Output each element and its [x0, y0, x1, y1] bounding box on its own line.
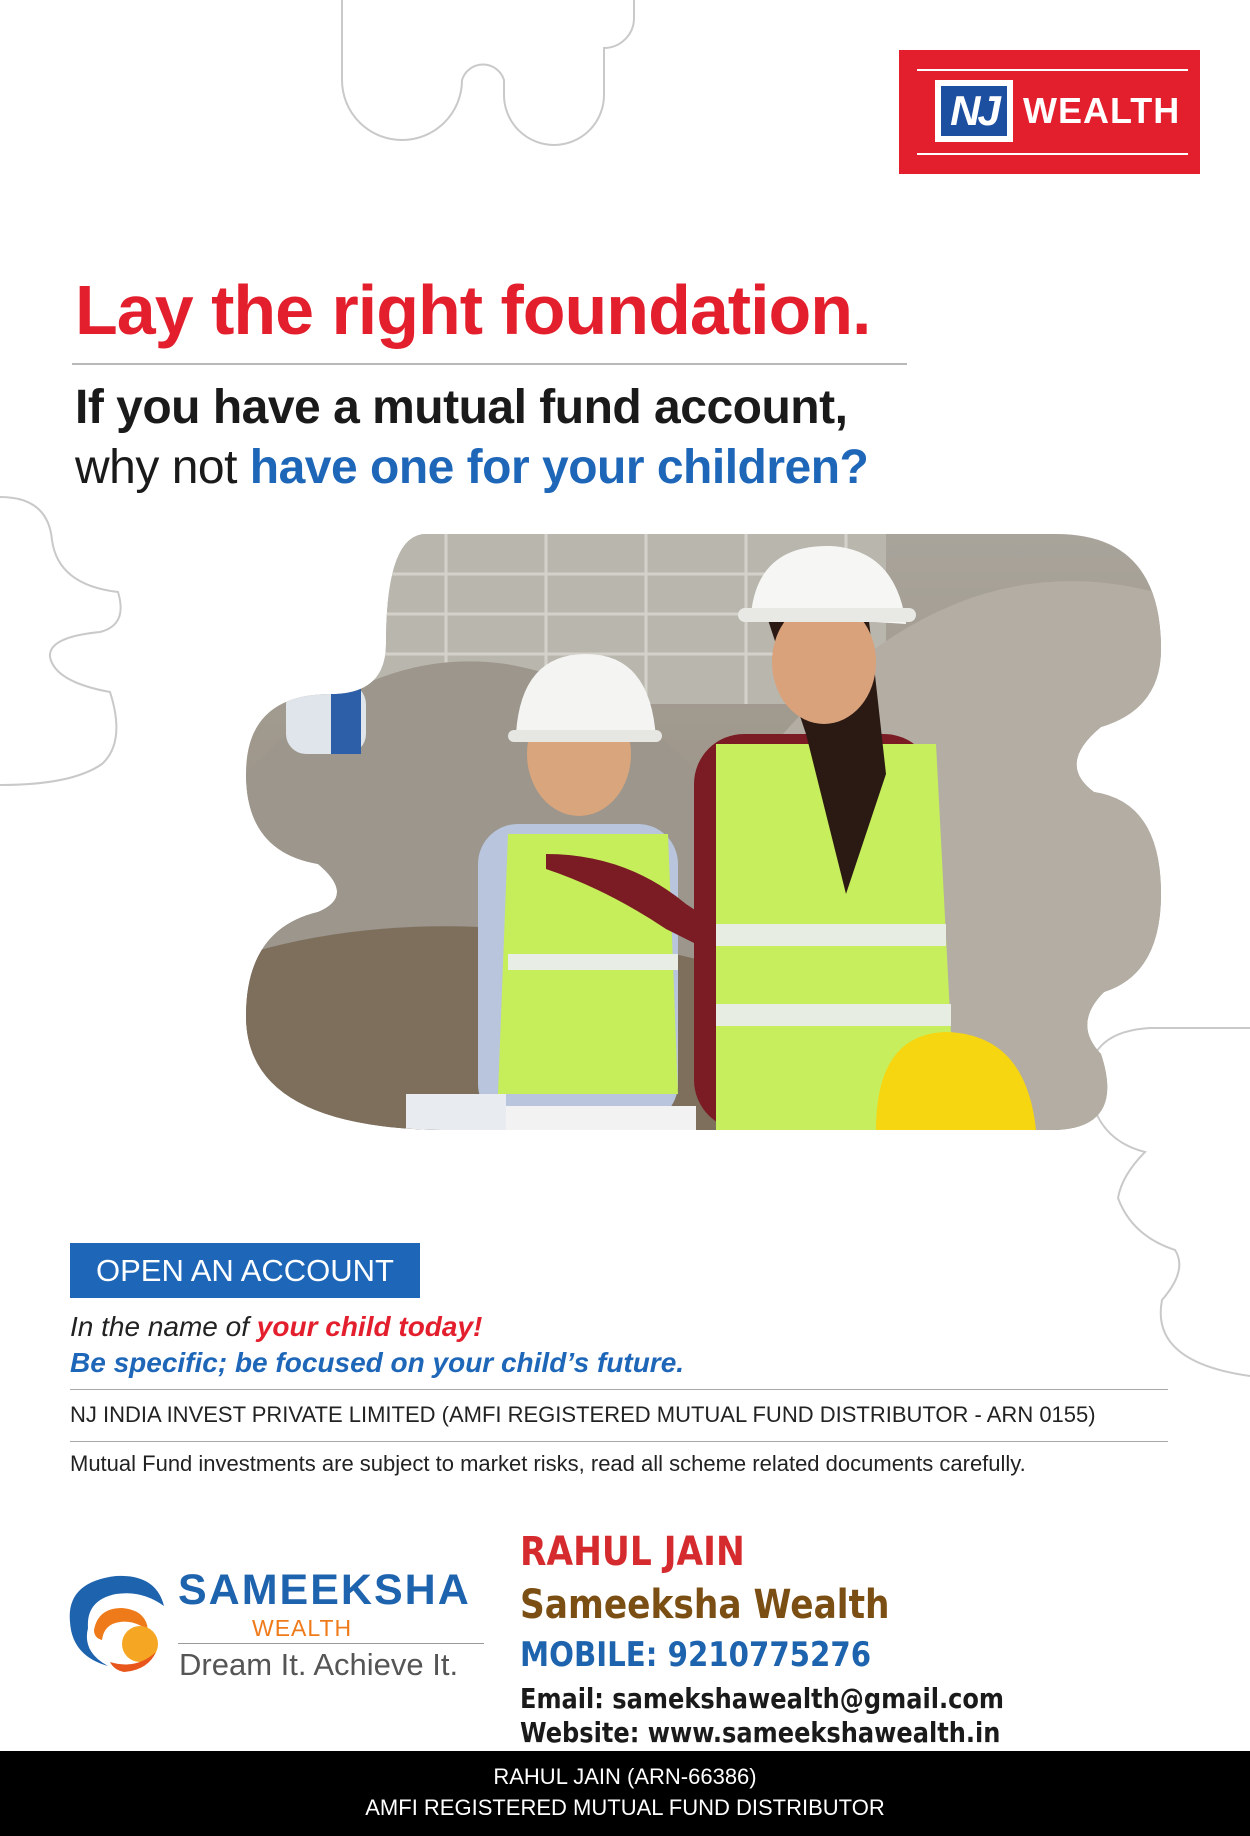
subheadline-line2-emphasis: have one for your children? [249, 441, 869, 494]
tagline-line1-emphasis: your child today! [256, 1311, 483, 1342]
tagline-line1 [70, 1309, 482, 1345]
footer-line2: AMFI REGISTERED MUTUAL FUND DISTRIBUTOR [365, 1795, 885, 1820]
footer-bar [0, 1751, 1250, 1836]
contact-email[interactable]: Email: samekshawealth@gmail.com [520, 1682, 1005, 1715]
footer-line1: RAHUL JAIN (ARN-66386) [493, 1764, 757, 1789]
logo-wealth-label: WEALTH [1023, 90, 1181, 131]
nj-badge-icon [935, 80, 1013, 142]
subheadline-line2-prefix: why not [75, 441, 250, 494]
headline: Lay the right foundation. [75, 271, 871, 349]
partner-divider [178, 1643, 484, 1644]
disclaimer-text: Mutual Fund investments are subject to market risks, read all scheme related documents carefully. [70, 1451, 1026, 1476]
contact-website[interactable]: Website: www.sameekshawealth.in [520, 1716, 1001, 1749]
headline-divider [72, 363, 907, 365]
tagline-line2: Be specific; be focused on your child’s future. [70, 1347, 685, 1378]
open-account-button[interactable]: OPEN AN ACCOUNT [70, 1243, 420, 1298]
subheadline-line1: If you have a mutual fund account, [75, 381, 848, 434]
contact-firm: Sameeksha Wealth [520, 1582, 890, 1628]
partner-name: SAMEEKSHA [178, 1566, 471, 1614]
nj-wealth-logo [899, 50, 1200, 174]
legal-divider [70, 1441, 1168, 1442]
sameeksha-swirl-icon [64, 1570, 168, 1674]
registration-text: NJ INDIA INVEST PRIVATE LIMITED (AMFI REGISTERED MUTUAL FUND DISTRIBUTOR - ARN 0155) [70, 1402, 1096, 1427]
logo-divider [917, 69, 1188, 71]
tagline-line1-prefix: In the name of [70, 1311, 257, 1342]
partner-sub: WEALTH [252, 1615, 353, 1641]
children-helmets-photo [246, 534, 1162, 1130]
logo-divider [917, 153, 1188, 155]
contact-mobile: MOBILE: 9210775276 [520, 1635, 872, 1675]
partner-tagline: Dream It. Achieve It. [179, 1647, 459, 1682]
nj-letters: NJ [950, 87, 998, 134]
legal-divider [70, 1389, 1168, 1390]
contact-name: RAHUL JAIN [520, 1529, 745, 1575]
nj-badge-fill [941, 86, 1007, 136]
subheadline-line2 [75, 440, 868, 496]
